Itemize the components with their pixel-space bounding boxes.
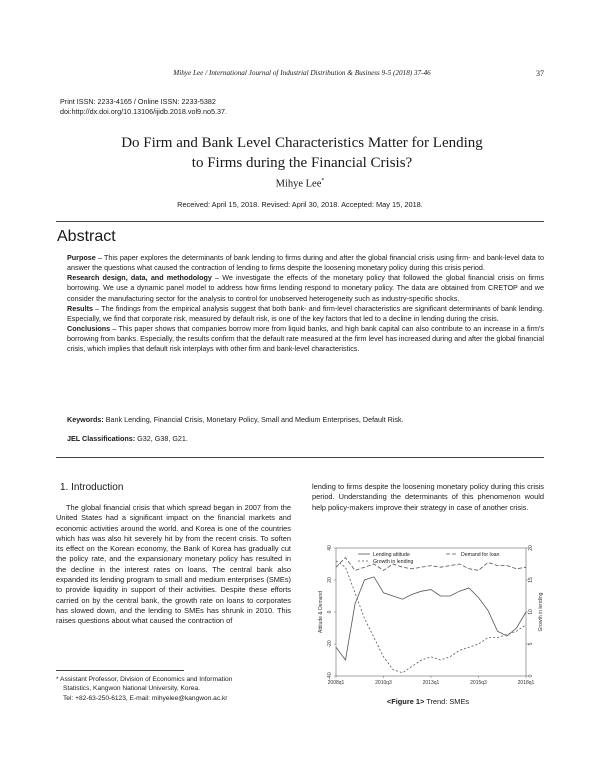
y-tick-label: 20 — [327, 577, 333, 583]
figure-caption — [312, 697, 544, 706]
y2-axis-title: Growth in lending — [538, 592, 544, 632]
y2-tick-label: 5 — [528, 642, 534, 646]
abstract-purpose — [67, 253, 544, 273]
intro-continued: lending to firms despite the loosening monetary policy during this crisis period. Understanding the determinants of this phenomenon would help policy-makers improve their strategy in case of another crisis. — [312, 482, 544, 512]
running-header — [60, 69, 544, 77]
author-footnote-mark: * — [321, 178, 325, 184]
intro-left-column — [56, 503, 291, 627]
author-footnote — [56, 675, 296, 703]
y2-tick-label: 15 — [528, 577, 534, 583]
jel-classifications — [67, 434, 544, 444]
top-divider — [56, 221, 544, 222]
legend-label: Lending attitude — [373, 551, 410, 558]
x-tick-label: 2010q3 — [375, 680, 392, 686]
issn-block — [60, 97, 227, 116]
keywords — [67, 415, 544, 425]
jel-label: JEL Classifications: — [67, 434, 136, 443]
figure-1 — [316, 542, 548, 690]
conclusions-label: Conclusions — [67, 324, 111, 334]
doi-line: doi:http://dx.doi.org/10.13106/ijidb.2018.vol9.no5.37. — [60, 106, 228, 116]
legend-label: Growth in lending — [373, 558, 414, 565]
x-tick-label: 2018q1 — [517, 680, 535, 686]
page-number: 37 — [536, 69, 544, 78]
title-line-2: to Firms during the Financial Crisis? — [191, 155, 413, 171]
figure-caption-label: <Figure 1> — [386, 697, 425, 706]
section-heading-introduction: 1. Introduction — [60, 482, 124, 493]
footnote-mark: * — [56, 676, 59, 683]
keywords-text: Bank Lending, Financial Crisis, Monetary Policy, Small and Medium Enterprises, Default Risk. — [103, 415, 404, 424]
y-tick-label: -40 — [327, 672, 333, 680]
author-name: Mihye Lee — [275, 178, 322, 190]
design-text: – We investigate the effects of the monetary policy that followed the global financial crisis on firms borrowing. We use a dynamic panel model to address how firms lending respond to monetary policy. The data are obtained from CRETOP and we consider the manufacturing sector for the analysis to control for unobserved heterogeneity such as industry-specific shocks. — [67, 273, 545, 303]
footnote-line-1: * Assistant Professor, Division of Economics and Information — [56, 676, 233, 683]
title-line-1: Do Firm and Bank Level Characteristics Matter for Lending — [121, 135, 483, 151]
x-tick-label: 2008q1 — [327, 680, 345, 686]
jel-text: G32, G38, G21. — [135, 434, 188, 443]
y-tick-label: 0 — [327, 610, 333, 614]
abstract-conclusions — [67, 324, 544, 354]
received-dates: Received: April 15, 2018. Revised: April 30, 2018. Accepted: May 15, 2018. — [177, 200, 423, 209]
x-tick-label: 2013q1 — [422, 680, 440, 686]
y-tick-label: 40 — [327, 545, 333, 551]
running-header-text: Mihye Lee / International Journal of Industrial Distribution & Business 9-5 (2018) 37-46 — [173, 69, 431, 77]
abstract-results — [67, 304, 544, 324]
x-tick-label: 2015q3 — [470, 680, 487, 686]
abstract-design — [67, 273, 544, 303]
figure-caption-text: Trend: SMEs — [424, 697, 470, 706]
footnote-line-2: Statistics, Kangwon National University, Korea. — [63, 685, 200, 693]
abstract-bottom-divider — [56, 457, 544, 458]
intro-paragraph: The global financial crisis that which spread began in 2007 from the United States had a significant impact on the financial markets and economic activities around the world. and Korea is one of the countries which has was also hit severely hit by from the recent crisis. To soften its effect on the Korean economy, the Bank of Korea has gradually cut the policy rate, and the expansionary monetary policy has resulted in the decline in the interest rates on loans. The central bank also expanded its lending program to small and medium enterprises (SMEs) to provide liquidity in support of their activities. Despite these efforts carried on by the central bank, the growth rate on loans to corporates has slowed down, and the lending to SMEs has shrunk in 2010. This raises questions about what caused the contraction of — [56, 503, 291, 626]
y-tick-label: -20 — [327, 640, 333, 648]
legend-label: Demand for loan — [461, 551, 500, 558]
issn-line: Print ISSN: 2233-4165 / Online ISSN: 2233-5382 — [60, 97, 216, 106]
abstract-body — [67, 253, 544, 355]
trend-chart — [316, 542, 548, 690]
purpose-text: – This paper explores the determinants of bank lending to firms during and after the global financial crisis using firm- and bank-level data to answer the questions what caused the contraction of lending to firms despite the loosening monetary policy during this crisis period. — [67, 253, 544, 273]
design-label: Research design, data, and methodology — [67, 273, 212, 283]
results-text: – The findings from the empirical analysis suggest that both bank- and firm-level characteristics are significant determinants of bank lending. Especially, we find that corporate risk, measured by default risk, is one of the key factors that led to a decline in lending during the crisis. — [67, 303, 544, 323]
author — [0, 178, 600, 190]
series-line-growth-in-lending — [336, 558, 526, 673]
keywords-label: Keywords: — [67, 415, 104, 424]
purpose-label: Purpose — [67, 253, 96, 262]
y2-tick-label: 0 — [528, 674, 534, 678]
conclusions-text: – This paper shows that companies borrow more from liquid banks, and high bank capital can also contribute to an increase in a firm's borrowing from banks. Especially, the results confirm that the default rate measured at the firm level has increased during and after the global financial crisis, which implies that default risk interplays with other firm and bank-level characteristics. — [67, 324, 544, 354]
y2-tick-label: 10 — [528, 609, 534, 615]
y2-tick-label: 20 — [528, 545, 534, 551]
series-line-demand-for-loan — [336, 558, 526, 571]
y-axis-title: Attitude & Demand — [318, 591, 324, 633]
footnote-line-3: Tel: +82-63-250-6123, E-mail: mihyelee@kangwon.ac.kr — [63, 694, 228, 702]
footnote-divider — [56, 670, 184, 671]
intro-right-column — [312, 482, 544, 513]
paper-title — [60, 133, 544, 173]
series-line-lending-attitude — [336, 577, 526, 660]
abstract-heading: Abstract — [57, 228, 116, 245]
results-label: Results — [67, 303, 93, 313]
